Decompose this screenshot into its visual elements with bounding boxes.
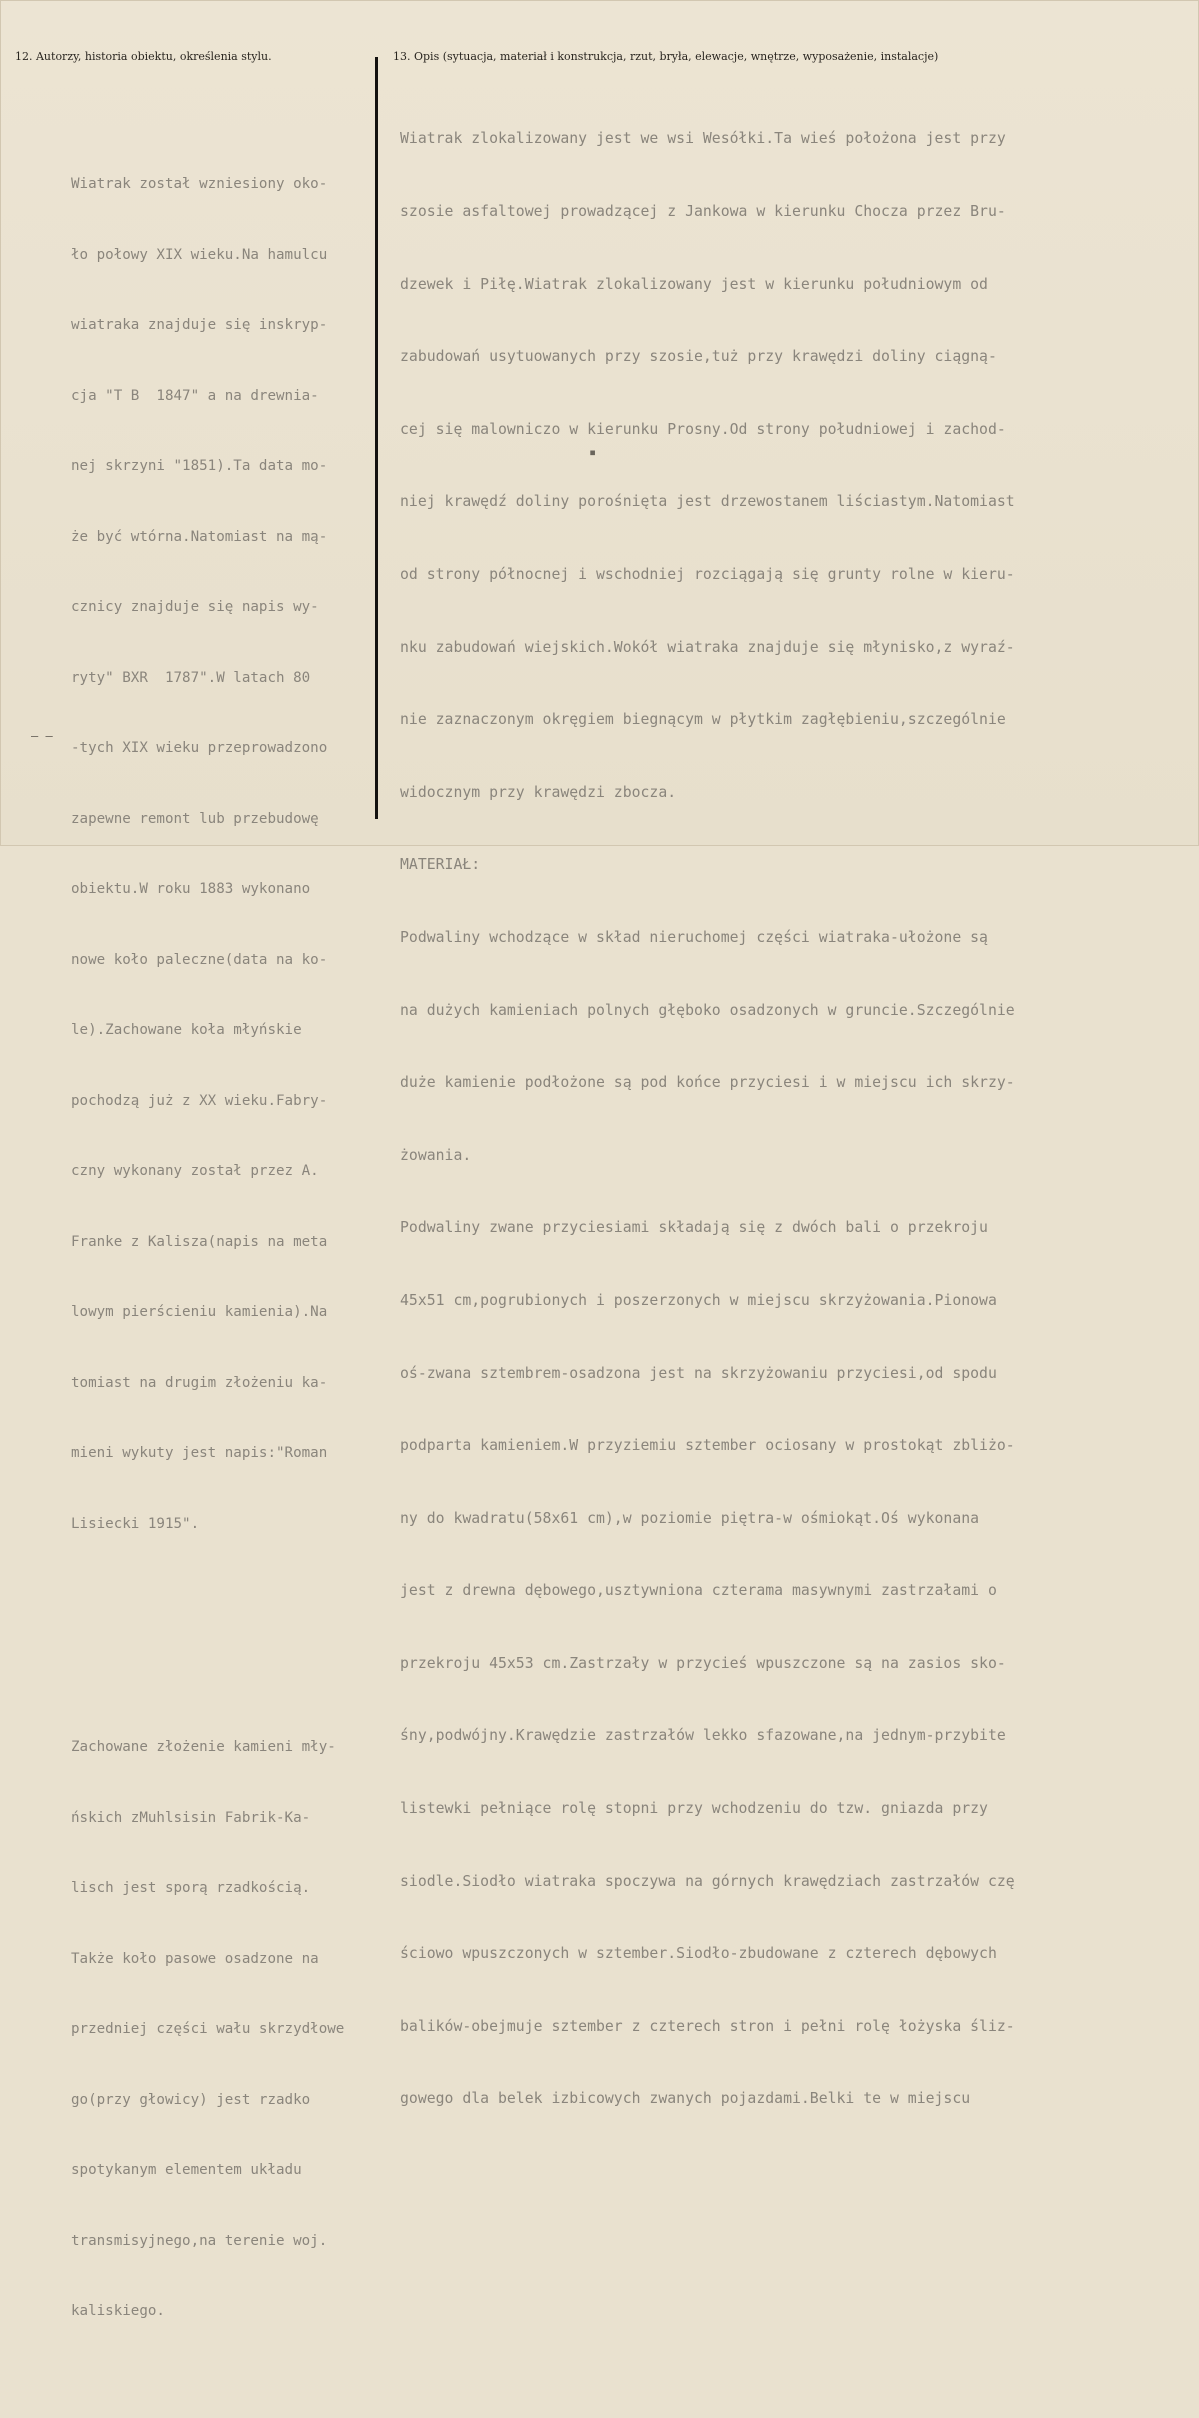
text-line: 45x51 cm,pogrubionych i poszerzonych w miejscu skrzyżowania.Pionowa xyxy=(400,1291,997,1309)
section-12-header: 12. Autorzy, historia obiektu, określenia stylu. xyxy=(15,50,272,63)
text-line: cja "T B 1847" a na drewnia- xyxy=(71,387,319,404)
text-line: go(przy głowicy) jest rzadko xyxy=(71,2091,311,2108)
text-line: -tych XIX wieku przeprowadzono xyxy=(71,740,328,756)
text-line: obiektu.W roku 1883 wykonano xyxy=(71,881,311,897)
description-column xyxy=(400,79,1015,2160)
text-line: przekroju 45x53 cm.Zastrzały w przycieś wpuszczone są na zasios sko- xyxy=(400,1654,1006,1672)
text-line: wiatraka znajduje się inskryp- xyxy=(71,317,328,333)
history-paragraph-1 xyxy=(71,126,344,1583)
text-line: nku zabudowań wiejskich.Wokół wiatraka znajduje się młynisko,z wyraź- xyxy=(400,638,1015,656)
material-heading: MATERIAŁ: xyxy=(400,856,481,874)
text-line: siodle.Siodło wiatraka spoczywa na górnych krawędziach zastrzałów czę xyxy=(400,1872,1015,1890)
text-line: pochodzą już z XX wieku.Fabry- xyxy=(71,1092,328,1109)
history-paragraph-2 xyxy=(71,1689,344,2371)
text-line: transmisyjnego,na terenie woj. xyxy=(71,2232,328,2249)
text-line: cznicy znajduje się napis wy- xyxy=(71,599,319,615)
text-line: na dużych kamieniach polnych głęboko osadzonych w gruncie.Szczególnie xyxy=(400,1001,1015,1019)
text-line: cej się malowniczo w kierunku Prosny.Od strony południowej i zachod- xyxy=(400,420,1006,438)
text-line: Wiatrak zlokalizowany jest we wsi Wesółki.Ta wieś położona jest przy xyxy=(400,130,1006,148)
text-line: tomiast na drugim złożeniu ka- xyxy=(71,1374,328,1391)
text-line: nie zaznaczonym okręgiem biegnącym w płytkim zagłębieniu,szczególnie xyxy=(400,711,1006,729)
paragraph-gap xyxy=(71,1630,344,1642)
text-line: Zachowane złożenie kamieni mły- xyxy=(71,1739,336,1755)
text-line: mieni wykuty jest napis:"Roman xyxy=(71,1445,328,1461)
text-line: kaliskiego. xyxy=(71,2303,165,2319)
text-line: Także koło pasowe osadzone na xyxy=(71,1950,319,1967)
text-line: niej krawędź doliny porośnięta jest drzewostanem liściastym.Natomiast xyxy=(400,493,1015,511)
text-line: ło połowy XIX wieku.Na hamulcu xyxy=(71,246,328,263)
text-line: ny do kwadratu(58x61 cm),w poziomie piętra-w ośmiokąt.Oś wykonana xyxy=(400,1509,980,1527)
text-line: le).Zachowane koła młyńskie xyxy=(71,1022,302,1038)
text-line: listewki pełniące rolę stopni przy wchodzeniu do tzw. gniazda przy xyxy=(400,1800,988,1818)
text-line: Wiatrak został wzniesiony oko- xyxy=(71,176,328,192)
text-line: śny,podwójny.Krawędzie zastrzałów lekko sfazowane,na jednym-przybite xyxy=(400,1727,1006,1745)
text-line: oś-zwana sztembrem-osadzona jest na skrzyżowaniu przyciesi,od spodu xyxy=(400,1364,997,1382)
text-line: czny wykonany został przez A. xyxy=(71,1163,319,1179)
text-line: widocznym przy krawędzi zbocza. xyxy=(400,783,677,801)
history-column xyxy=(71,79,344,2418)
column-divider xyxy=(375,57,378,819)
text-line: szosie asfaltowej prowadzącej z Jankowa w kierunku Chocza przez Bru- xyxy=(400,203,1006,220)
text-line: lowym pierścieniu kamienia).Na xyxy=(71,1304,328,1320)
text-line: nej skrzyni "1851).Ta data mo- xyxy=(71,458,328,474)
text-line: spotykanym elementem układu xyxy=(71,2162,302,2178)
text-line: balików-obejmuje sztember z czterech stron i pełni rolę łożyska śliz- xyxy=(400,2017,1015,2035)
text-line: ryty" BXR 1787".W latach 80 xyxy=(71,669,311,686)
text-line: żowania. xyxy=(400,1146,472,1164)
pencil-dash-mark: – – xyxy=(31,729,53,743)
text-line: podparta kamieniem.W przyziemiu sztember ociosany w prostokąt zbliżo- xyxy=(400,1437,1015,1455)
text-line: jest z drewna dębowego,usztywniona czterama masywnymi zastrzałami o xyxy=(400,1582,997,1600)
text-line: nowe koło paleczne(data na ko- xyxy=(71,951,328,968)
text-line: dzewek i Piłę.Wiatrak zlokalizowany jest w kierunku południowym od xyxy=(400,275,988,293)
text-line: przedniej części wału skrzydłowe xyxy=(71,2021,345,2037)
text-line: od strony północnej i wschodniej rozciągają się grunty rolne w kieru- xyxy=(400,565,1015,583)
section-13-header: 13. Opis (sytuacja, materiał i konstrukcja, rzut, bryła, elewacje, wnętrze, wyposażenie, instalacje) xyxy=(393,50,939,63)
text-line: zapewne remont lub przebudowę xyxy=(71,810,319,827)
text-line: Franke z Kalisza(napis na meta xyxy=(71,1233,328,1250)
text-line: duże kamienie podłożone są pod końce przyciesi i w miejscu ich skrzy- xyxy=(400,1074,1015,1092)
text-line: Lisiecki 1915". xyxy=(71,1515,200,1532)
text-line: Podwaliny zwane przyciesiami składają się z dwóch bali o przekroju xyxy=(400,1219,988,1237)
text-line: Podwaliny wchodzące w skład nieruchomej części wiatraka-ułożone są xyxy=(400,928,988,946)
text-line: gowego dla belek izbicowych zwanych pojazdami.Belki te w miejscu xyxy=(400,2090,971,2108)
text-line: ńskich zMuhlsisin Fabrik-Ka- xyxy=(71,1809,311,1826)
text-line: zabudowań usytuowanych przy szosie,tuż przy krawędzi doliny ciągną- xyxy=(400,348,997,366)
ink-dot-mark: ▪ xyxy=(589,445,597,459)
text-line: że być wtórna.Natomiast na mą- xyxy=(71,528,328,545)
text-line: lisch jest sporą rzadkością. xyxy=(71,1880,311,1896)
text-line: ściowo wpuszczonych w sztember.Siodło-zbudowane z czterech dębowych xyxy=(400,1945,997,1963)
